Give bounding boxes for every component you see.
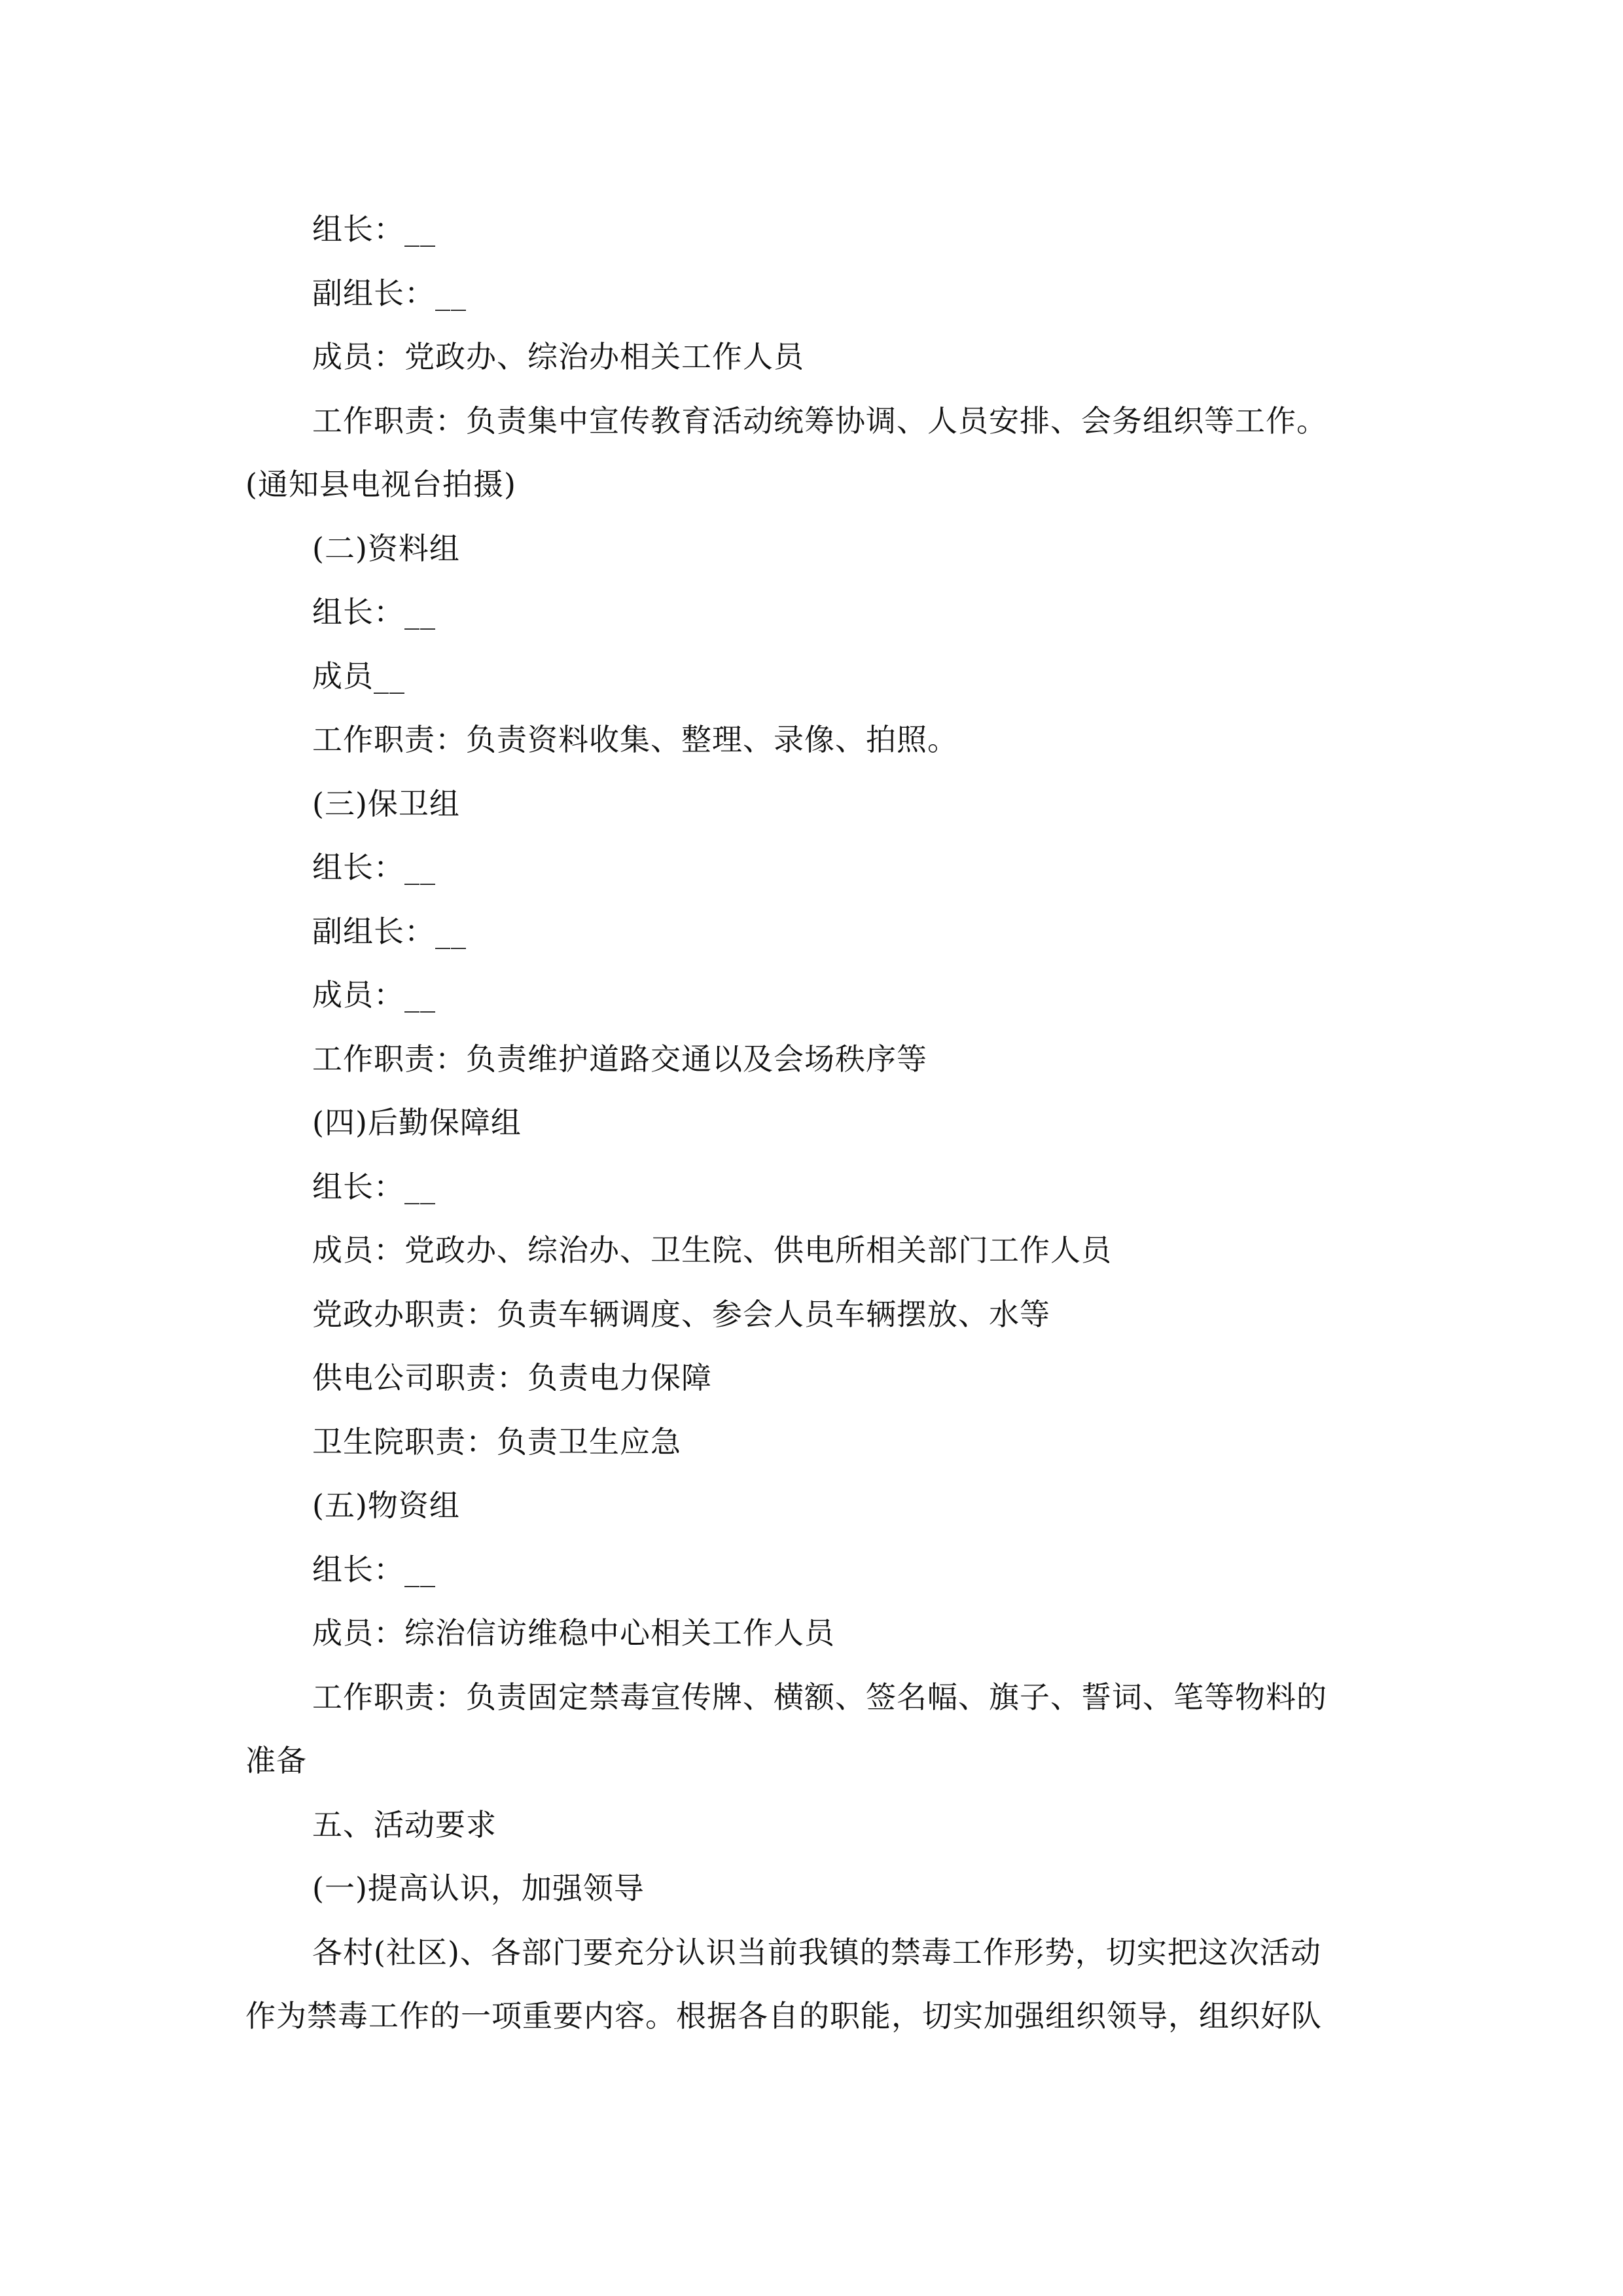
subheading-raise-awareness: (一)提高认识，加强领导 bbox=[312, 1871, 645, 1906]
line-power-company-duty: 供电公司职责：负责电力保障 bbox=[312, 1360, 712, 1395]
line-members-4: 成员：党政办、综治办、卫生院、供电所相关部门工作人员 bbox=[312, 1232, 1112, 1268]
line-members-5: 成员：综治信访维稳中心相关工作人员 bbox=[312, 1615, 835, 1651]
paragraph-line-2: 作为禁毒工作的一项重要内容。根据各自的职能，切实加强组织领导，组织好队 bbox=[245, 1998, 1322, 2034]
line-duty-5-continued: 准备 bbox=[245, 1743, 307, 1778]
line-deputy-leader-3: 副组长：__ bbox=[312, 913, 467, 949]
heading-logistics-group: (四)后勤保障组 bbox=[312, 1105, 522, 1140]
line-group-leader-3: 组长：__ bbox=[312, 850, 436, 885]
line-duty-1: 工作职责：负责集中宣传教育活动统筹协调、人员安排、会务组织等工作。 bbox=[312, 403, 1327, 439]
paragraph-line-1: 各村(社区)、各部门要充分认识当前我镇的禁毒工作形势，切实把这次活动 bbox=[312, 1934, 1321, 1970]
line-duty-5: 工作职责：负责固定禁毒宣传牌、横额、签名幅、旗子、誓词、笔等物料的 bbox=[312, 1679, 1327, 1715]
document-body bbox=[245, 198, 1387, 2049]
heading-materials-group: (二)资料组 bbox=[312, 530, 460, 566]
heading-activity-requirements: 五、活动要求 bbox=[312, 1806, 497, 1842]
heading-supplies-group: (五)物资组 bbox=[312, 1488, 460, 1523]
line-members-2: 成员__ bbox=[312, 658, 405, 694]
line-members-3: 成员：__ bbox=[312, 977, 436, 1013]
line-duty-3: 工作职责：负责维护道路交通以及会场秩序等 bbox=[312, 1041, 927, 1077]
heading-security-group: (三)保卫组 bbox=[312, 785, 460, 821]
line-group-leader-5: 组长：__ bbox=[312, 1551, 436, 1587]
line-party-office-duty: 党政办职责：负责车辆调度、参会人员车辆摆放、水等 bbox=[312, 1296, 1050, 1332]
line-duty-1-continued: (通知县电视台拍摄) bbox=[245, 467, 516, 502]
line-group-leader-1: 组长：__ bbox=[312, 211, 436, 247]
line-group-leader-4: 组长：__ bbox=[312, 1168, 436, 1204]
line-members-1: 成员：党政办、综治办相关工作人员 bbox=[312, 339, 804, 374]
line-duty-2: 工作职责：负责资料收集、整理、录像、拍照。 bbox=[312, 722, 958, 757]
line-group-leader-2: 组长：__ bbox=[312, 594, 436, 630]
line-health-center-duty: 卫生院职责：负责卫生应急 bbox=[312, 1424, 681, 1460]
line-deputy-leader-1: 副组长：__ bbox=[312, 275, 467, 311]
